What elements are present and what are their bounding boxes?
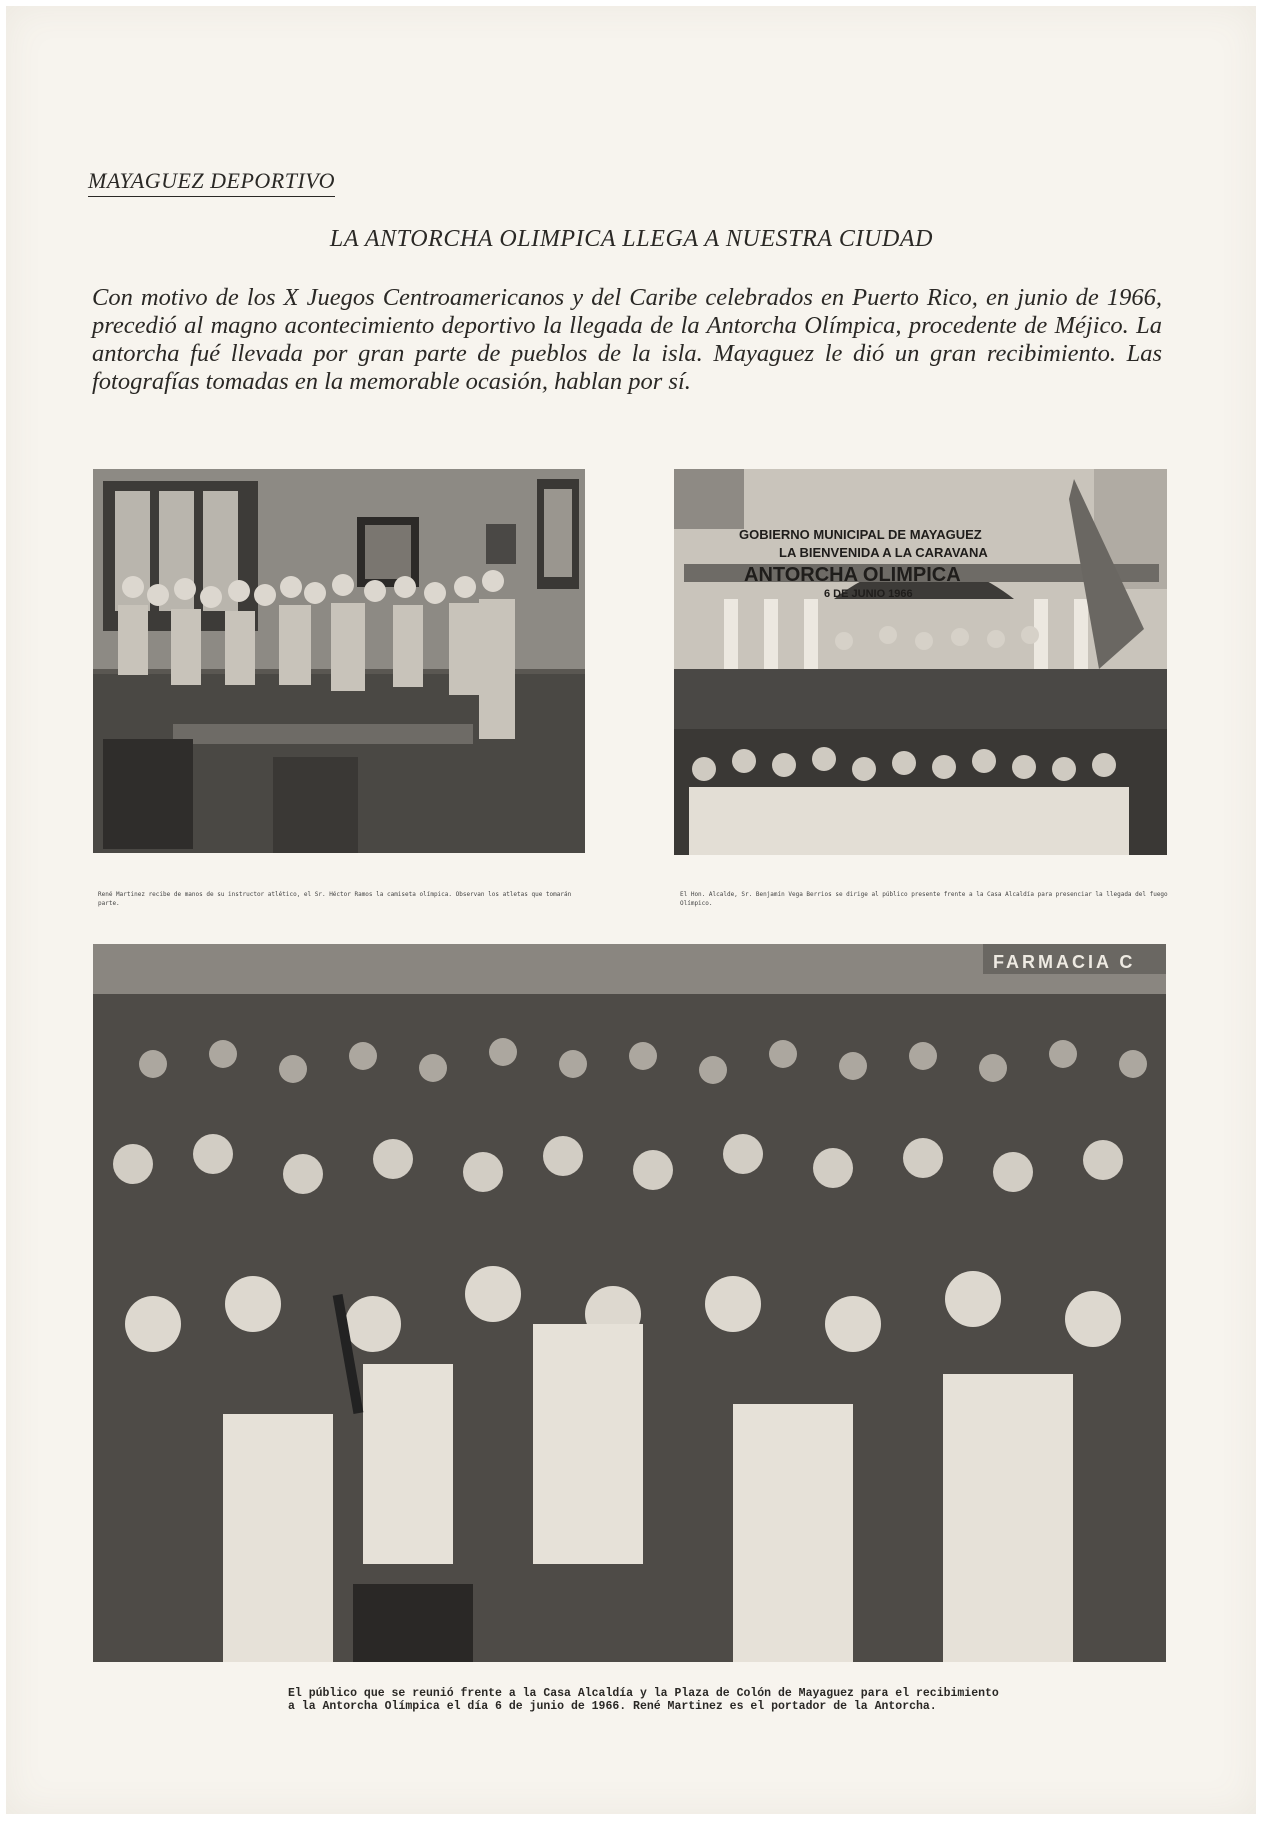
intro-paragraph: Con motivo de los X Juegos Centroamericanos y del Caribe celebrados en Puerto Rico, en junio de 1966, precedió al magno acontecimiento deportivo la llegada de la Antorcha Olímpica, procedente de Méjico. La antorcha fué llevada por gran parte de pueblos de la isla. Mayaguez le dió un gran recibimiento. Las fotografías tomadas en la memorable ocasión, hablan por sí.: [92, 284, 1162, 395]
article-headline: LA ANTORCHA OLIMPICA LLEGA A NUESTRA CIUDAD: [329, 226, 934, 252]
banner-text-1: GOBIERNO MUNICIPAL DE MAYAGUEZ: [739, 527, 982, 542]
section-title: MAYAGUEZ DEPORTIVO: [88, 168, 335, 197]
caption-crowd-photo: El público que se reunió frente a la Casa Alcaldía y la Plaza de Colón de Mayaguez para el recibimiento a la Antorcha Olímpica el día 6 de junio de 1966. René Martinez es el portador de la Antorcha.: [288, 1687, 999, 1713]
photo-city-hall-banner: [674, 469, 1167, 855]
photo-office-ceremony: [93, 469, 585, 853]
banner-text-2: LA BIENVENIDA A LA CARAVANA: [779, 545, 988, 560]
banner-text-4: 6 DE JUNIO 1966: [824, 588, 913, 600]
caption-city-hall-photo: El Hon. Alcalde, Sr. Benjamín Vega Berrios se dirige al público presente frente a la Casa Alcaldía para presenciar la llegada del fuego Olímpico.: [680, 891, 1168, 907]
caption-office-photo: René Martinez recibe de manos de su instructor atlético, el Sr. Héctor Ramos la camiseta olímpica. Observan los atletas que tomarán parte.: [98, 891, 572, 907]
banner-text-3: ANTORCHA OLIMPICA: [744, 564, 961, 586]
store-sign: FARMACIA C: [993, 952, 1136, 972]
photo-torch-crowd: [93, 944, 1166, 1662]
